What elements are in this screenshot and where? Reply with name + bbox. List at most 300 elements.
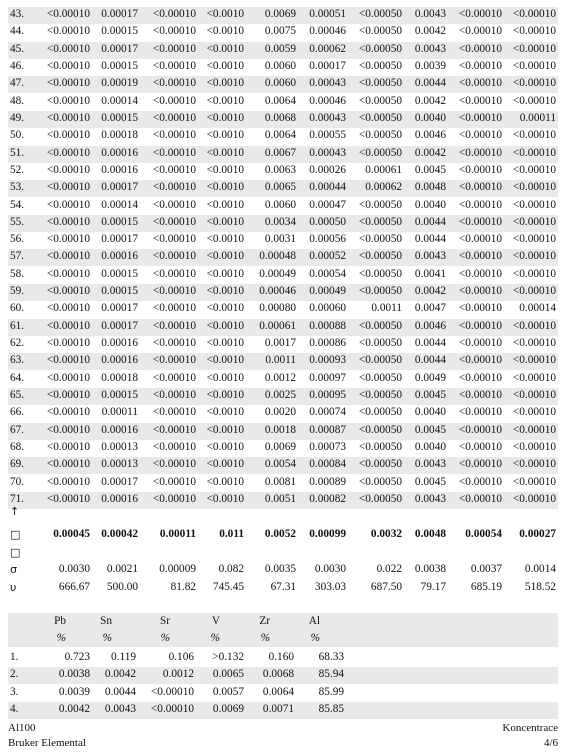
table-cell: 0.00017 bbox=[101, 302, 138, 315]
column-header: Pb bbox=[54, 615, 66, 627]
table-cell: 0.0075 bbox=[264, 25, 296, 38]
table-cell: <0.00010 bbox=[46, 302, 90, 315]
table-cell: <0.00010 bbox=[512, 25, 556, 38]
table-cell: <0.00010 bbox=[512, 492, 556, 505]
table-cell: <0.00010 bbox=[458, 129, 502, 142]
upsilon-value-cell: 81.82 bbox=[170, 581, 196, 593]
table-cell: <0.00050 bbox=[358, 458, 402, 471]
table-cell: 0.00013 bbox=[101, 458, 138, 471]
row-number: 67. bbox=[10, 423, 25, 436]
table-cell: 0.00049 bbox=[309, 285, 346, 298]
upsilon-symbol: υ bbox=[10, 581, 17, 594]
table-cell: <0.00010 bbox=[152, 94, 196, 107]
table-cell: <0.00010 bbox=[458, 42, 502, 55]
table-cell: <0.0010 bbox=[206, 337, 244, 350]
table-cell: <0.00050 bbox=[358, 250, 402, 263]
table-cell: <0.00050 bbox=[358, 319, 402, 332]
sigma-value-cell: 0.0014 bbox=[524, 563, 556, 575]
table-cell: <0.00010 bbox=[46, 319, 90, 332]
table-cell: <0.00010 bbox=[152, 389, 196, 402]
table-cell: 0.0065 bbox=[212, 668, 244, 681]
upsilon-value-cell: 500.00 bbox=[106, 581, 138, 593]
table-cell: 0.160 bbox=[268, 651, 294, 663]
table-cell: 0.00082 bbox=[309, 492, 346, 505]
table-cell: 0.00095 bbox=[309, 389, 346, 402]
table-cell: <0.00010 bbox=[46, 233, 90, 246]
row-number: 50. bbox=[10, 129, 25, 142]
table-cell: <0.00010 bbox=[152, 111, 196, 124]
table-cell: <0.0010 bbox=[206, 354, 244, 367]
sigma-value-cell: 0.082 bbox=[218, 563, 244, 575]
table-cell: 0.0044 bbox=[414, 215, 446, 228]
table-cell: <0.00010 bbox=[46, 59, 90, 72]
table-cell: 0.0040 bbox=[414, 111, 446, 124]
table-cell: 0.0054 bbox=[264, 458, 296, 471]
table-cell: 0.00017 bbox=[101, 42, 138, 55]
row-number: 48. bbox=[10, 94, 25, 107]
table-cell: <0.00010 bbox=[512, 458, 556, 471]
table-cell: 0.00080 bbox=[259, 302, 296, 315]
table-cell: 0.0043 bbox=[414, 458, 446, 471]
row-number: 51. bbox=[10, 146, 25, 159]
box-symbol-icon: □ bbox=[10, 528, 21, 541]
table-cell: 0.00062 bbox=[365, 181, 402, 194]
table-cell: <0.00050 bbox=[358, 8, 402, 20]
row-number: 62. bbox=[10, 337, 25, 350]
table-cell: <0.00010 bbox=[512, 250, 556, 263]
table-cell: 0.00017 bbox=[101, 319, 138, 332]
table-cell: <0.00010 bbox=[152, 267, 196, 280]
sigma-value-cell: 0.0038 bbox=[414, 563, 446, 575]
table-cell: <0.0010 bbox=[206, 163, 244, 176]
sigma-value-cell: 0.0021 bbox=[106, 563, 138, 575]
table-cell: <0.00010 bbox=[46, 475, 90, 488]
table-cell: 0.00013 bbox=[101, 441, 138, 453]
table-cell: <0.00010 bbox=[458, 423, 502, 436]
table-cell: <0.00010 bbox=[46, 8, 90, 20]
table-cell: 0.0017 bbox=[264, 337, 296, 350]
table-cell: <0.00010 bbox=[512, 146, 556, 159]
table-cell: <0.0010 bbox=[206, 146, 244, 159]
table-cell: 0.00015 bbox=[101, 389, 138, 402]
table-cell: 0.0042 bbox=[414, 285, 446, 298]
table-cell: 0.0040 bbox=[414, 406, 446, 419]
table-cell: 0.00089 bbox=[309, 475, 346, 488]
table-cell: <0.00050 bbox=[358, 423, 402, 436]
table-cell: <0.0010 bbox=[206, 77, 244, 90]
table-cell: <0.00010 bbox=[46, 285, 90, 298]
table-cell: <0.00010 bbox=[458, 285, 502, 298]
table-cell: 0.0044 bbox=[414, 337, 446, 350]
table-cell: <0.0010 bbox=[206, 441, 244, 453]
table-cell: 0.00016 bbox=[101, 354, 138, 367]
table-cell: <0.00010 bbox=[458, 319, 502, 332]
table-cell: 0.00073 bbox=[309, 441, 346, 453]
table-cell: <0.00010 bbox=[458, 354, 502, 367]
header-band bbox=[8, 613, 558, 647]
table-cell: <0.00010 bbox=[458, 25, 502, 38]
table-cell: <0.00010 bbox=[152, 215, 196, 228]
table-cell: 0.0040 bbox=[414, 198, 446, 211]
table-cell: <0.00050 bbox=[358, 233, 402, 246]
table-cell: 0.0045 bbox=[414, 423, 446, 436]
table-cell: 0.0045 bbox=[414, 389, 446, 402]
table-cell: <0.0010 bbox=[206, 475, 244, 488]
mean-value-cell: 0.011 bbox=[219, 528, 244, 540]
table-cell: <0.00010 bbox=[512, 8, 556, 20]
row-number: 61. bbox=[10, 319, 25, 332]
table-cell: <0.00010 bbox=[46, 337, 90, 350]
table-cell: <0.00050 bbox=[358, 354, 402, 367]
row-number: 65. bbox=[10, 389, 25, 402]
table-cell: <0.00010 bbox=[46, 111, 90, 124]
column-unit: % bbox=[260, 632, 270, 644]
table-cell: 0.0012 bbox=[162, 668, 194, 681]
table-cell: <0.00010 bbox=[512, 129, 556, 142]
table-cell: 0.00017 bbox=[101, 181, 138, 194]
table-cell: <0.00050 bbox=[358, 441, 402, 453]
upsilon-value-cell: 303.03 bbox=[314, 581, 346, 593]
table-cell: <0.0010 bbox=[206, 215, 244, 228]
table-cell: 0.0043 bbox=[414, 250, 446, 263]
table-cell: 0.0069 bbox=[212, 702, 244, 715]
table-cell: <0.00010 bbox=[46, 354, 90, 367]
row-number: 54. bbox=[10, 198, 25, 211]
table-cell: 0.0060 bbox=[264, 198, 296, 211]
table-cell: 0.00015 bbox=[101, 267, 138, 280]
table-cell: <0.00010 bbox=[152, 198, 196, 211]
table-cell: <0.00010 bbox=[512, 319, 556, 332]
table-cell: <0.00050 bbox=[358, 267, 402, 280]
table-cell: 0.0039 bbox=[414, 59, 446, 72]
table-cell: 0.00043 bbox=[309, 77, 346, 90]
table-cell: <0.00010 bbox=[512, 406, 556, 419]
table-cell: <0.00010 bbox=[512, 198, 556, 211]
row-number: 70. bbox=[10, 475, 25, 488]
table-cell: <0.00010 bbox=[512, 215, 556, 228]
table-cell: <0.00010 bbox=[512, 267, 556, 280]
table-cell: <0.00010 bbox=[458, 337, 502, 350]
table-cell: 0.00054 bbox=[309, 267, 346, 280]
table-cell: <0.00010 bbox=[46, 77, 90, 90]
table-cell: 0.00018 bbox=[101, 129, 138, 142]
row-number: 57. bbox=[10, 250, 25, 263]
table-cell: <0.00010 bbox=[458, 267, 502, 280]
table-cell: <0.00010 bbox=[512, 163, 556, 176]
table-cell: 0.723 bbox=[64, 651, 90, 663]
row-number: 49. bbox=[10, 111, 25, 124]
table-cell: <0.0010 bbox=[206, 389, 244, 402]
table-cell: 0.00017 bbox=[309, 59, 346, 72]
upsilon-value-cell: 685.19 bbox=[470, 581, 502, 593]
row-number: 1. bbox=[10, 651, 19, 663]
table-cell: <0.00010 bbox=[458, 146, 502, 159]
table-cell: <0.00010 bbox=[458, 406, 502, 419]
row-number: 63. bbox=[10, 354, 25, 367]
table-cell: <0.00050 bbox=[358, 406, 402, 419]
table-cell: 0.0042 bbox=[414, 25, 446, 38]
table-cell: <0.00050 bbox=[358, 475, 402, 488]
table-cell: 0.0011 bbox=[371, 302, 402, 315]
table-cell: <0.0010 bbox=[206, 458, 244, 471]
table-cell: 0.0060 bbox=[264, 59, 296, 72]
table-cell: <0.0010 bbox=[206, 302, 244, 315]
table-cell: <0.0010 bbox=[206, 129, 244, 142]
table-cell: <0.00010 bbox=[152, 59, 196, 72]
column-header: Zr bbox=[259, 615, 270, 627]
table-cell: <0.0010 bbox=[206, 423, 244, 436]
table-cell: 0.0018 bbox=[264, 423, 296, 436]
table-cell: 0.0046 bbox=[414, 129, 446, 142]
footer-method-name: Al100 bbox=[8, 722, 36, 734]
table-cell: <0.0010 bbox=[206, 250, 244, 263]
table-cell: 0.00015 bbox=[101, 25, 138, 38]
table-cell: 0.00014 bbox=[101, 94, 138, 107]
table-cell: 85.85 bbox=[318, 702, 344, 715]
table-cell: 0.00074 bbox=[309, 406, 346, 419]
table-cell: 0.00056 bbox=[309, 233, 346, 246]
table-cell: <0.00050 bbox=[358, 285, 402, 298]
table-cell: 0.0044 bbox=[104, 685, 136, 698]
table-cell: <0.00010 bbox=[46, 250, 90, 263]
table-cell: <0.00010 bbox=[152, 441, 196, 453]
table-cell: <0.00010 bbox=[458, 441, 502, 453]
table-cell: <0.00010 bbox=[458, 94, 502, 107]
table-cell: 0.00015 bbox=[101, 215, 138, 228]
table-cell: <0.00010 bbox=[458, 163, 502, 176]
table-cell: <0.00010 bbox=[512, 441, 556, 453]
table-cell: 0.00087 bbox=[309, 423, 346, 436]
table-cell: <0.00010 bbox=[46, 181, 90, 194]
table-cell: <0.00010 bbox=[458, 8, 502, 20]
arrow-up-icon: ↑ bbox=[10, 505, 20, 518]
table-cell: 0.00018 bbox=[101, 371, 138, 384]
table-cell: <0.00010 bbox=[46, 163, 90, 176]
mean-value-cell: 0.0052 bbox=[264, 528, 296, 540]
upsilon-value-cell: 666.67 bbox=[58, 581, 90, 593]
table-cell: <0.0010 bbox=[206, 319, 244, 332]
row-number: 60. bbox=[10, 302, 25, 315]
table-cell: 0.0044 bbox=[414, 77, 446, 90]
table-cell: 0.00051 bbox=[309, 8, 346, 20]
table-cell: <0.0010 bbox=[206, 42, 244, 55]
table-cell: <0.00010 bbox=[46, 42, 90, 55]
table-cell: <0.00010 bbox=[512, 475, 556, 488]
table-cell: <0.00010 bbox=[512, 285, 556, 298]
table-cell: <0.00010 bbox=[46, 267, 90, 280]
table-cell: <0.00010 bbox=[458, 59, 502, 72]
table-cell: 0.00015 bbox=[101, 111, 138, 124]
table-cell: 0.0069 bbox=[264, 441, 296, 453]
table-cell: 0.0064 bbox=[264, 129, 296, 142]
table-cell: 0.0049 bbox=[414, 371, 446, 384]
row-number: 59. bbox=[10, 285, 25, 298]
table-cell: <0.0010 bbox=[206, 111, 244, 124]
sigma-value-cell: 0.0030 bbox=[58, 563, 90, 575]
table-cell: <0.00010 bbox=[152, 42, 196, 55]
table-cell: 0.00016 bbox=[101, 250, 138, 263]
table-cell: 0.00016 bbox=[101, 492, 138, 505]
table-cell: 0.00046 bbox=[309, 25, 346, 38]
sigma-value-cell: 0.00009 bbox=[159, 563, 196, 575]
table-cell: 0.0081 bbox=[264, 475, 296, 488]
row-number: 45. bbox=[10, 42, 25, 55]
table-cell: <0.0010 bbox=[206, 8, 244, 20]
table-cell: 0.0038 bbox=[58, 668, 90, 681]
table-cell: <0.00010 bbox=[512, 94, 556, 107]
table-cell: 0.00011 bbox=[101, 406, 138, 419]
table-cell: <0.0010 bbox=[206, 198, 244, 211]
table-cell: 0.00015 bbox=[101, 59, 138, 72]
table-cell: <0.00010 bbox=[458, 475, 502, 488]
table-cell: 0.00086 bbox=[309, 337, 346, 350]
table-cell: 0.0020 bbox=[264, 406, 296, 419]
mean-value-cell: 0.00054 bbox=[465, 528, 502, 540]
table-cell: 85.94 bbox=[318, 668, 344, 681]
table-cell: <0.00050 bbox=[358, 77, 402, 90]
table-cell: 0.0042 bbox=[58, 702, 90, 715]
column-unit: % bbox=[160, 632, 170, 644]
table-cell: <0.00010 bbox=[152, 163, 196, 176]
table-cell: <0.00050 bbox=[358, 146, 402, 159]
table-cell: 0.0043 bbox=[414, 42, 446, 55]
table-cell: <0.0010 bbox=[206, 371, 244, 384]
table-cell: <0.00010 bbox=[46, 458, 90, 471]
mean-value-cell: 0.00011 bbox=[159, 528, 196, 540]
table-cell: 0.00016 bbox=[101, 423, 138, 436]
table-cell: 85.99 bbox=[318, 685, 344, 698]
table-cell: 0.119 bbox=[111, 651, 136, 663]
table-cell: <0.00010 bbox=[152, 406, 196, 419]
table-cell: 0.0011 bbox=[265, 354, 296, 367]
table-cell: <0.00010 bbox=[458, 77, 502, 90]
table-cell: <0.00010 bbox=[150, 685, 194, 698]
table-cell: <0.00010 bbox=[152, 233, 196, 246]
table-cell: <0.00010 bbox=[152, 181, 196, 194]
row-number: 47. bbox=[10, 77, 25, 90]
upsilon-value-cell: 79.17 bbox=[420, 581, 446, 593]
table-cell: 0.00049 bbox=[259, 267, 296, 280]
table-cell: 0.00016 bbox=[101, 337, 138, 350]
table-cell: 0.0044 bbox=[414, 233, 446, 246]
table-cell: <0.00010 bbox=[152, 458, 196, 471]
row-number: 3. bbox=[10, 685, 19, 698]
table-cell: 0.0069 bbox=[264, 8, 296, 20]
table-cell: 0.0039 bbox=[58, 685, 90, 698]
table-cell: <0.0010 bbox=[206, 181, 244, 194]
table-cell: <0.00010 bbox=[458, 198, 502, 211]
table-cell: <0.00010 bbox=[152, 146, 196, 159]
table-cell: 0.0045 bbox=[414, 475, 446, 488]
table-cell: 0.00062 bbox=[309, 42, 346, 55]
table-cell: <0.00050 bbox=[358, 492, 402, 505]
column-unit: % bbox=[102, 632, 112, 644]
table-cell: <0.0010 bbox=[206, 233, 244, 246]
table-cell: 0.00046 bbox=[309, 94, 346, 107]
table-cell: 0.00017 bbox=[101, 475, 138, 488]
table-cell: <0.00010 bbox=[152, 77, 196, 90]
table-cell: <0.00010 bbox=[152, 337, 196, 350]
table-cell: <0.00010 bbox=[150, 702, 194, 715]
row-number: 56. bbox=[10, 233, 25, 246]
table-cell: <0.00050 bbox=[358, 215, 402, 228]
table-cell: 0.0043 bbox=[104, 702, 136, 715]
table-cell: <0.00010 bbox=[46, 94, 90, 107]
mean-value-cell: 0.0032 bbox=[370, 528, 402, 540]
table-cell: 0.0031 bbox=[264, 233, 296, 246]
table-cell: 0.00044 bbox=[309, 181, 346, 194]
table-cell: <0.00010 bbox=[152, 250, 196, 263]
table-cell: <0.00050 bbox=[358, 389, 402, 402]
table-cell: <0.0010 bbox=[206, 492, 244, 505]
table-cell: 0.00017 bbox=[101, 233, 138, 246]
table-cell: <0.00050 bbox=[358, 111, 402, 124]
row-number: 71. bbox=[10, 492, 25, 505]
table-cell: <0.00010 bbox=[152, 423, 196, 436]
table-cell: <0.00010 bbox=[46, 215, 90, 228]
mean-value-cell: 0.00042 bbox=[101, 528, 138, 540]
table-cell: 0.00011 bbox=[519, 111, 556, 124]
table-cell: 0.00043 bbox=[309, 146, 346, 159]
table-cell: 0.0012 bbox=[264, 371, 296, 384]
table-cell: 0.0025 bbox=[264, 389, 296, 402]
table-cell: <0.00010 bbox=[46, 371, 90, 384]
table-cell: 0.00017 bbox=[101, 8, 138, 20]
table-cell: <0.00010 bbox=[46, 25, 90, 38]
table-cell: 68.33 bbox=[318, 651, 344, 663]
row-number: 52. bbox=[10, 163, 25, 176]
table-cell: 0.0042 bbox=[104, 668, 136, 681]
table-cell: <0.00010 bbox=[512, 233, 556, 246]
row-number: 53. bbox=[10, 181, 25, 194]
table-cell: 0.0063 bbox=[264, 163, 296, 176]
table-cell: 0.0040 bbox=[414, 441, 446, 453]
row-number: 55. bbox=[10, 215, 25, 228]
table-cell: <0.00010 bbox=[152, 371, 196, 384]
mean-value-cell: 0.00045 bbox=[53, 528, 90, 540]
table-cell: 0.0065 bbox=[264, 181, 296, 194]
table-cell: 0.00014 bbox=[101, 198, 138, 211]
column-header: Sr bbox=[159, 615, 170, 627]
table-cell: <0.00010 bbox=[458, 492, 502, 505]
table-cell: <0.00010 bbox=[458, 250, 502, 263]
table-cell: 0.0042 bbox=[414, 146, 446, 159]
table-cell: 0.0064 bbox=[264, 94, 296, 107]
table-cell: 0.00050 bbox=[309, 215, 346, 228]
table-cell: 0.0042 bbox=[414, 94, 446, 107]
table-cell: <0.00010 bbox=[458, 215, 502, 228]
row-number: 66. bbox=[10, 406, 25, 419]
table-cell: 0.00088 bbox=[309, 319, 346, 332]
table-cell: <0.00010 bbox=[152, 25, 196, 38]
table-cell: <0.00050 bbox=[358, 129, 402, 142]
table-cell: 0.00060 bbox=[309, 302, 346, 315]
table-cell: 0.00016 bbox=[101, 163, 138, 176]
table-cell: 0.00093 bbox=[309, 354, 346, 367]
row-number: 69. bbox=[10, 458, 25, 471]
table-cell: 0.00055 bbox=[309, 129, 346, 142]
row-number: 43. bbox=[10, 8, 25, 20]
table-cell: 0.0068 bbox=[264, 111, 296, 124]
column-unit: % bbox=[56, 632, 66, 644]
table-cell: 0.0059 bbox=[264, 42, 296, 55]
column-header: Al bbox=[308, 615, 320, 627]
table-cell: <0.00010 bbox=[458, 302, 502, 315]
table-cell: <0.00010 bbox=[458, 458, 502, 471]
footer-page-number: 4/6 bbox=[543, 737, 558, 749]
table-cell: <0.00010 bbox=[152, 354, 196, 367]
table-cell: 0.00043 bbox=[309, 111, 346, 124]
